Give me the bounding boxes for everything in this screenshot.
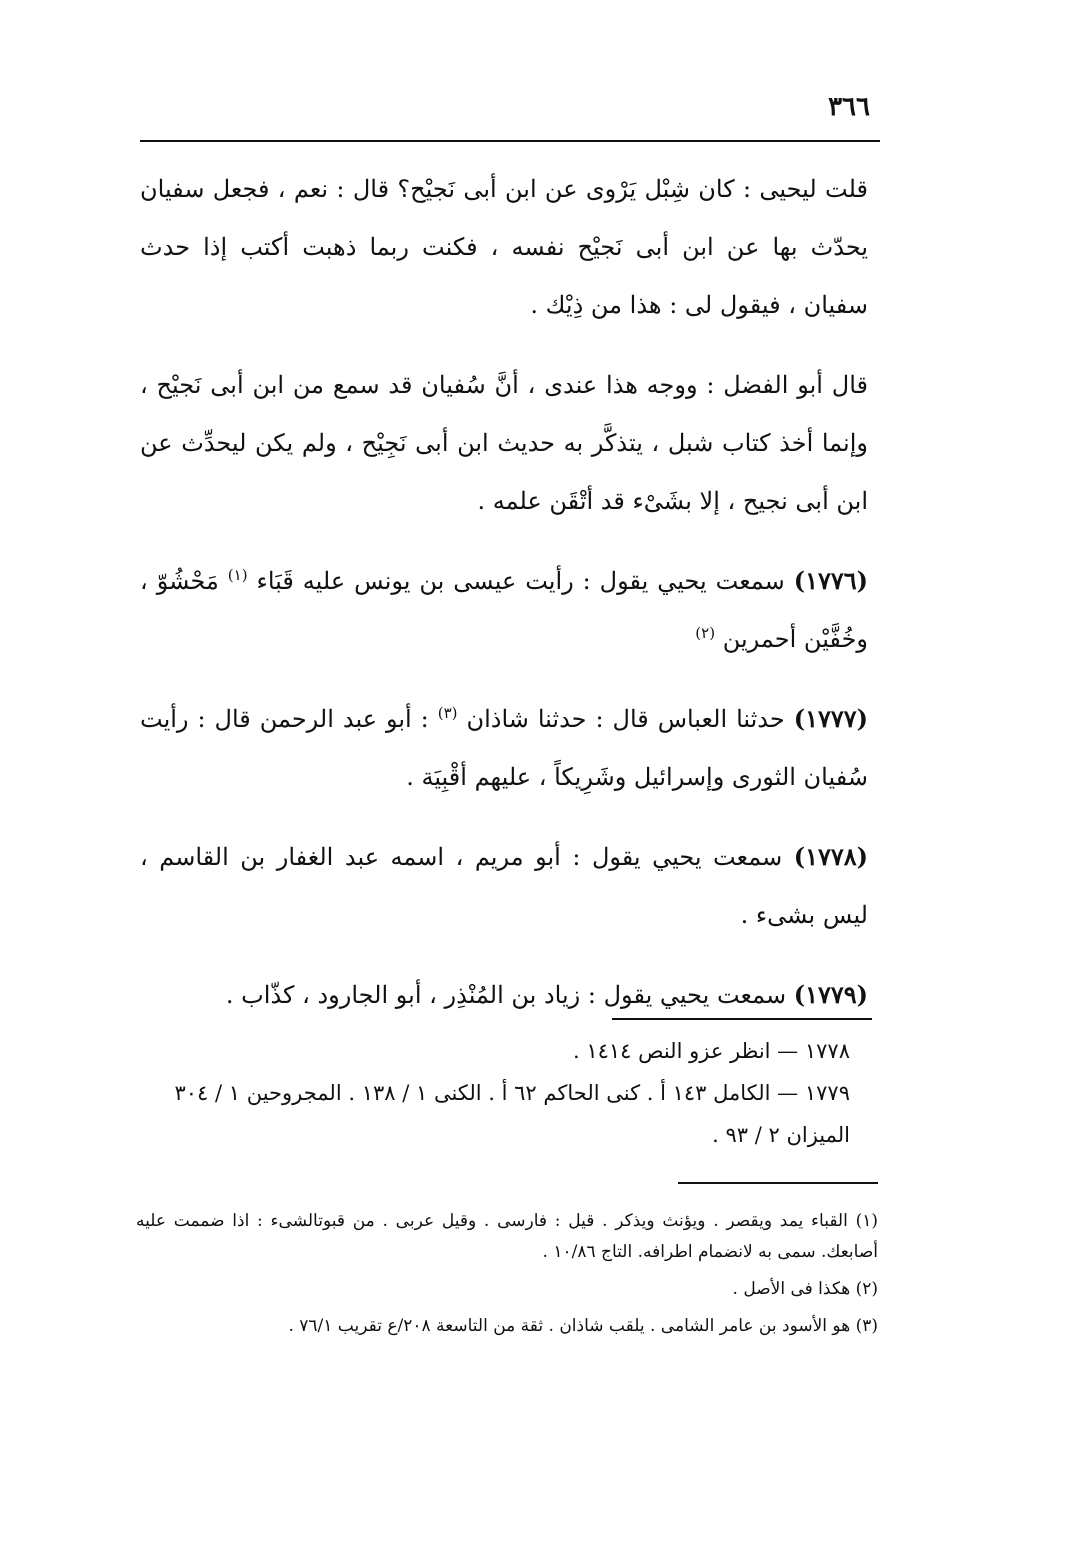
footnote: (٣) هو الأسود بن عامر الشامى . يلقب شاذان . ثقة من التاسعة ٢٠٨/ع تقريب ٧٦/١ . [288,1316,878,1336]
entry-number: (١٧٧٧) [793,704,868,733]
paragraph-text: قلت ليحيى : كان شِبْل يَرْوى عن ابن أبى نَجيْح؟ قال : نعم ، فجعل سفيان يحدّث بها عن ابن أبى نَجيْح نفسه ، فكنت ربما ذهبت أكتب إذا حدث سفيان ، فيقول لى : هذا من ذِيْك . [140,175,869,319]
main-text [140,160,868,1046]
entry-text: سمعت يحيي يقول : زياد بن المُنْذِر ، أبو الجارود ، كذّاب . [225,981,787,1009]
header-rule [140,140,880,142]
footnote: (١) القباء يمد ويقصر . ويؤنث ويذكر . قيل : فارسى . وقيل عربى . من قبوتالشىء : اذا ضممت عليه أصابعك. سمى به لانضمام اطرافه. التاج ١٠/٨٦ . [136,1211,878,1262]
footnote: (٢) هكذا فى الأصل . [732,1279,878,1299]
paragraph-text: قال أبو الفضل : ووجه هذا عندى ، أنَّ سُفيان قد سمع من ابن أبى نَجيْح ، وإنما أخذ كتاب شبل ، يتذكَّر به حديث ابن أبى نَجِيْح ، ولم يكن ليحدِّث عن ابن أبى نجيح ، إلا بشَىْء قد أتْقَن علمه . [140,371,868,515]
source-note: ١٧٧٨ — انظر عزو النص ١٤١٤ . [572,1039,850,1063]
paragraph-2 [140,356,868,530]
footnote-ref: (٢) [695,624,716,642]
entry-1778 [140,828,868,944]
entry-text: سمعت يحيي يقول : أبو مريم ، اسمه عبد الغفار بن القاسم ، ليس بشىء . [140,843,868,929]
entry-text: سمعت يحيي يقول : رأيت عيسى بن يونس عليه قَبَاء [256,567,785,595]
footnote-ref: (١) [227,566,248,584]
entry-1776 [140,552,868,668]
footnotes [136,1206,878,1348]
entry-text-continued: مَحْشُوّ ، وخُفَّيْن أحمرين [140,567,868,653]
paragraph-1 [140,160,868,334]
footnote-rule [678,1182,878,1184]
notes-rule [612,1018,872,1020]
entry-number: (١٧٧٩) [793,980,868,1009]
footnote-ref: (٣) [437,704,458,722]
entry-text: حدثنا العباس قال : حدثنا شاذان [466,705,785,733]
entry-number: (١٧٧٨) [793,842,868,871]
entry-1779 [140,966,868,1024]
source-notes [140,1030,850,1156]
entry-text-continued: : أبو عبد الرحمن قال : رأيت سُفيان الثورى وإسرائيل وشَرِيكاً ، عليهم أقْبِيَة . [140,705,868,791]
entry-number: (١٧٧٦) [793,566,868,595]
entry-1777 [140,690,868,806]
page-number: ٣٦٦ [828,92,870,122]
source-note: ١٧٧٩ — الكامل ١٤٣ أ . كنى الحاكم ٦٢ أ . الكنى ١ / ١٣٨ . المجروحين ١ / ٣٠٤ الميزان ٢ / ٩٣ . [174,1081,850,1147]
